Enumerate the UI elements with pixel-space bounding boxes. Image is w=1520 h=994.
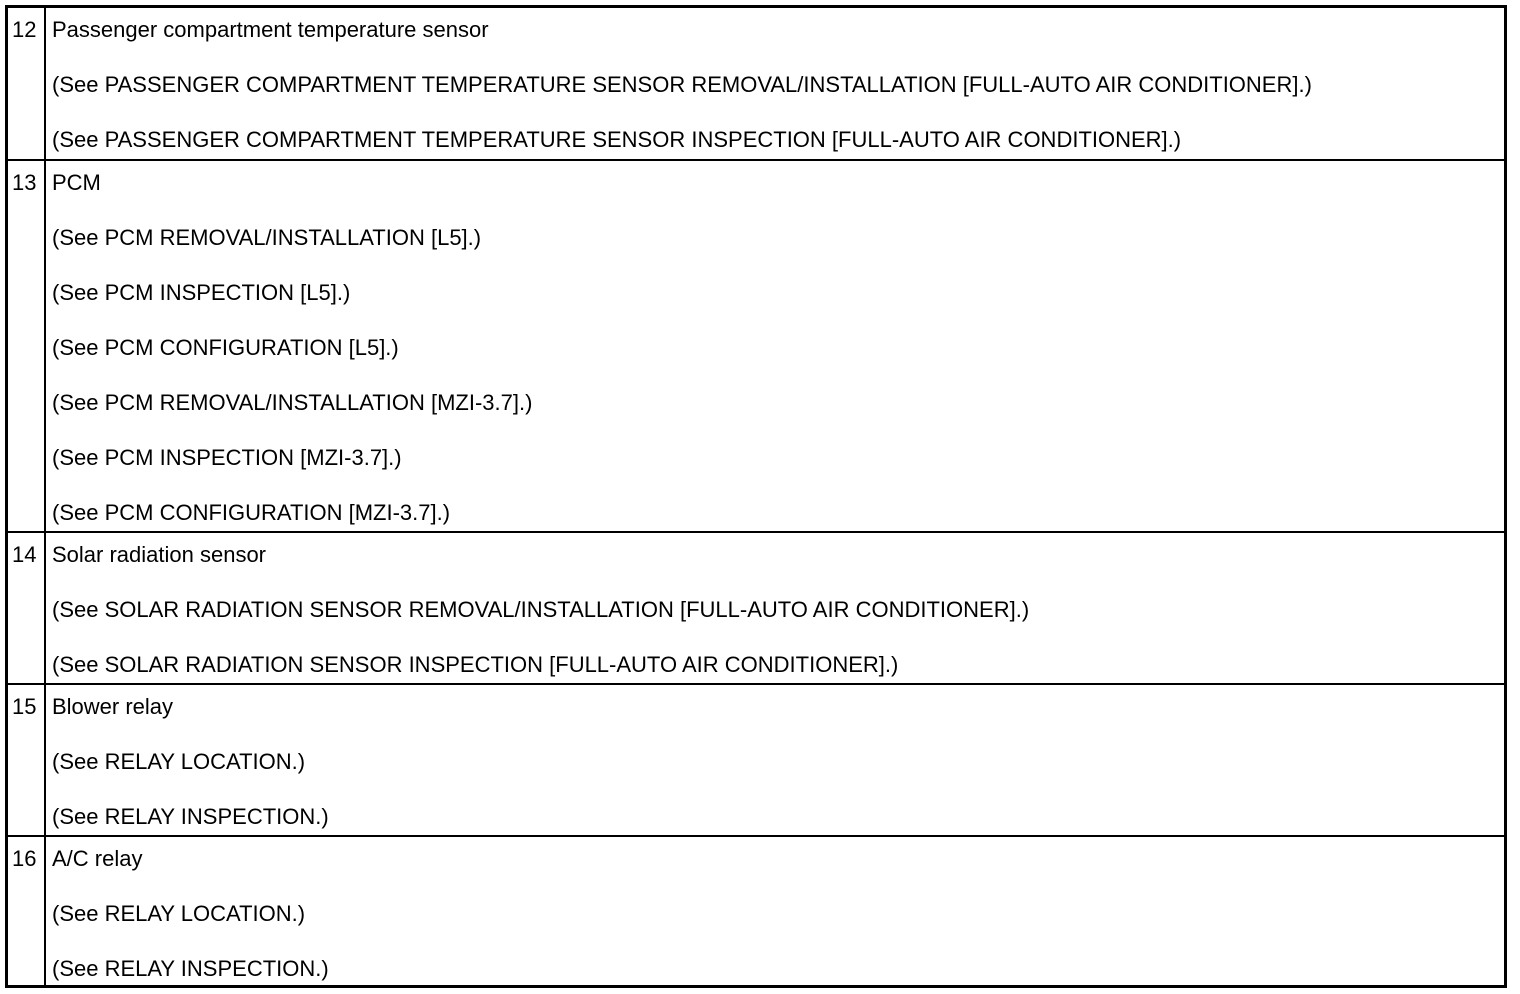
- reference-link[interactable]: (See RELAY INSPECTION.): [52, 804, 329, 829]
- item-title: PCM: [52, 170, 101, 195]
- reference-link[interactable]: (See PCM INSPECTION [L5].): [52, 280, 351, 305]
- item-number-cell: [8, 837, 46, 985]
- reference-link[interactable]: (See SOLAR RADIATION SENSOR REMOVAL/INSTALLATION [FULL-AUTO AIR CONDITIONER].): [52, 597, 1030, 622]
- item-title: Blower relay: [52, 694, 174, 719]
- parts-reference-table: [5, 5, 1507, 988]
- item-content-cell: [46, 533, 1504, 685]
- item-number-cell: [8, 533, 46, 685]
- item-title: Solar radiation sensor: [52, 542, 267, 567]
- table-row: [8, 8, 1504, 161]
- reference-link[interactable]: (See PCM REMOVAL/INSTALLATION [MZI-3.7].): [52, 390, 533, 415]
- reference-link[interactable]: (See PCM CONFIGURATION [L5].): [52, 335, 399, 360]
- reference-link[interactable]: (See PCM CONFIGURATION [MZI-3.7].): [52, 500, 451, 525]
- item-number: 12: [12, 17, 37, 42]
- table-row: [8, 531, 1504, 685]
- table-row: [8, 159, 1504, 533]
- item-number-cell: [8, 685, 46, 837]
- item-number: 15: [12, 694, 37, 719]
- table-row: [8, 835, 1504, 985]
- reference-link[interactable]: (See PCM REMOVAL/INSTALLATION [L5].): [52, 225, 482, 250]
- item-number: 16: [12, 846, 37, 871]
- reference-link[interactable]: (See SOLAR RADIATION SENSOR INSPECTION [FULL-AUTO AIR CONDITIONER].): [52, 652, 899, 677]
- item-content-cell: [46, 8, 1504, 161]
- reference-link[interactable]: (See PASSENGER COMPARTMENT TEMPERATURE SENSOR REMOVAL/INSTALLATION [FULL-AUTO AIR CONDITIONER].): [52, 72, 1312, 97]
- item-content-cell: [46, 685, 1504, 837]
- table-row: [8, 683, 1504, 837]
- reference-link[interactable]: (See RELAY LOCATION.): [52, 749, 306, 774]
- item-title: A/C relay: [52, 846, 143, 871]
- item-content-cell: [46, 837, 1504, 985]
- item-title: Passenger compartment temperature sensor: [52, 17, 489, 42]
- reference-link[interactable]: (See PASSENGER COMPARTMENT TEMPERATURE SENSOR INSPECTION [FULL-AUTO AIR CONDITIONER].): [52, 127, 1182, 152]
- item-number: 13: [12, 170, 37, 195]
- reference-link[interactable]: (See RELAY LOCATION.): [52, 901, 306, 926]
- item-number-cell: [8, 8, 46, 161]
- reference-link[interactable]: (See PCM INSPECTION [MZI-3.7].): [52, 445, 402, 470]
- item-content-cell: [46, 161, 1504, 533]
- reference-link[interactable]: (See RELAY INSPECTION.): [52, 956, 329, 981]
- item-number: 14: [12, 542, 37, 567]
- item-number-cell: [8, 161, 46, 533]
